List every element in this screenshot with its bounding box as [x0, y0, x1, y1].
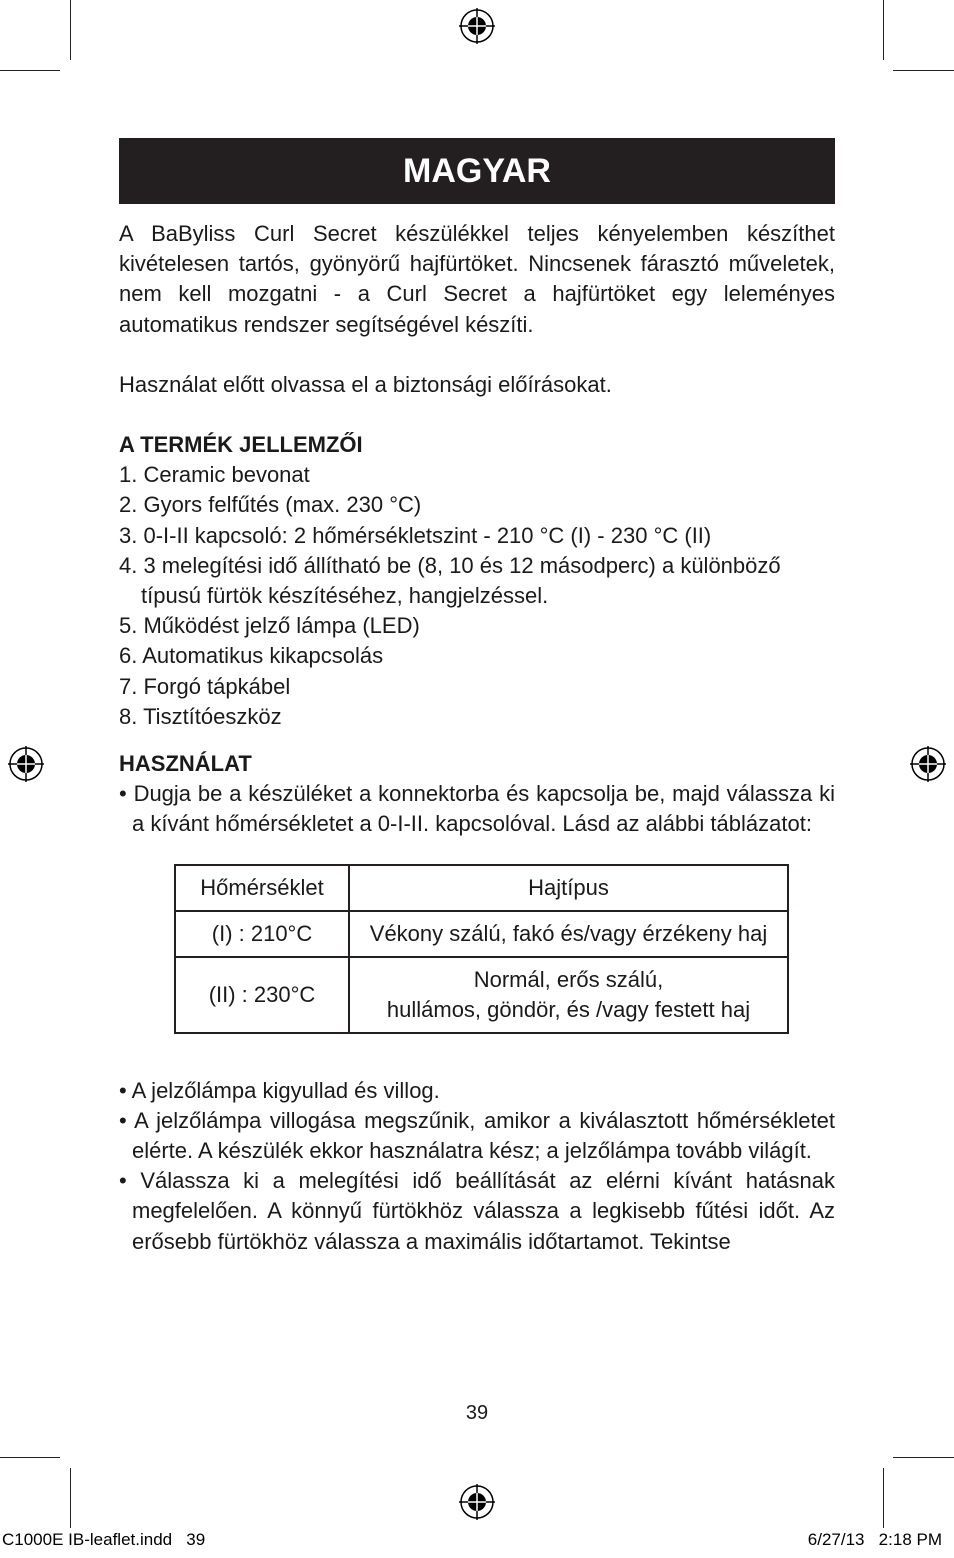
feature-item: 4. 3 melegítési idő állítható be (8, 10 és 12 másodperc) a különböző típusú fürtök készítéséhez, hangjelzéssel. — [119, 552, 781, 609]
table-cell: Normál, erős szálú, hullámos, göndör, és /vagy festett haj — [349, 957, 788, 1033]
intro-paragraph: A BaByliss Curl Secret készülékkel teljes kényelemben készíthet kivételesen tartós, gyönyörű hajfürtöket. Nincsenek fárasztó műveletek, nem kell mozgatni - a Curl Secret a hajfürtöket egy leleményes automatikus rendszer segítségével készíti. — [119, 221, 835, 337]
registration-mark-icon — [459, 8, 495, 44]
slug-filename: C1000E IB-leaflet.indd 39 — [2, 1530, 206, 1549]
registration-mark-icon — [459, 1484, 495, 1520]
table-header-cell: Hajtípus — [349, 865, 788, 911]
feature-item: 5. Működést jelző lámpa (LED) — [119, 613, 420, 639]
usage-bullet: • Dugja be a készüléket a konnektorba és kapcsolja be, majd válassza ki a kívánt hőmérsékletet a 0-I-II. kapcsolóval. Lásd az alábbi táblázatot: — [119, 781, 835, 837]
safety-note: Használat előtt olvassa el a biztonsági előírásokat. — [119, 371, 612, 397]
crop-mark — [70, 0, 71, 60]
bullet-marker: • — [119, 1107, 127, 1133]
usage-bullet: • A jelzőlámpa kigyullad és villog. — [119, 1077, 440, 1103]
temperature-table — [174, 864, 789, 1034]
usage-heading: HASZNÁLAT — [119, 751, 252, 777]
table-row — [175, 911, 788, 957]
bullet-marker: • — [119, 1168, 127, 1194]
crop-mark — [70, 1468, 71, 1528]
registration-mark-icon — [910, 746, 946, 782]
crop-mark — [893, 1457, 954, 1458]
crop-mark — [883, 0, 884, 60]
table-header-row — [175, 865, 788, 911]
feature-item: 6. Automatikus kikapcsolás — [119, 643, 384, 669]
usage-bullet: • Válassza ki a melegítési idő beállítását az elérni kívánt hatásnak megfelelően. A könnyű fürtökhöz válassza a legkisebb fűtési időt. Az erősebb fürtökhöz válassza a maximális időtartamot. Tekintse — [119, 1168, 836, 1254]
section-header: MAGYAR — [119, 138, 835, 204]
feature-item: 7. Forgó tápkábel — [119, 673, 291, 699]
page-number: 39 — [465, 1402, 489, 1424]
crop-mark — [893, 70, 954, 71]
usage-bullet: • A jelzőlámpa villogása megszűnik, amikor a kiválasztott hőmérsékletet elérte. A készülék ekkor használatra kész; a jelzőlámpa tovább világít. — [119, 1107, 835, 1164]
feature-item: 8. Tisztítóeszköz — [119, 703, 282, 729]
bullet-marker: • — [119, 1077, 127, 1103]
table-cell: Vékony szálú, fakó és/vagy érzékeny haj — [349, 911, 788, 957]
table-row — [175, 957, 788, 1033]
feature-item: 2. Gyors felfűtés (max. 230 °C) — [119, 492, 422, 518]
table-header-cell: Hőmérséklet — [175, 865, 349, 911]
bullet-marker: • — [119, 781, 127, 807]
features-heading: A TERMÉK JELLEMZŐI — [119, 432, 363, 458]
table-cell: (I) : 210°C — [175, 911, 349, 957]
registration-mark-icon — [8, 746, 44, 782]
slug-date: 6/27/13 2:18 PM — [807, 1530, 942, 1549]
crop-mark — [883, 1468, 884, 1528]
crop-mark — [0, 70, 60, 71]
crop-mark — [0, 1457, 60, 1458]
feature-item: 1. Ceramic bevonat — [119, 462, 310, 488]
page-content — [119, 219, 835, 1257]
feature-item: 3. 0-I-II kapcsoló: 2 hőmérsékletszint - 210 °C (I) - 230 °C (II) — [119, 522, 712, 548]
table-cell: (II) : 230°C — [175, 957, 349, 1033]
